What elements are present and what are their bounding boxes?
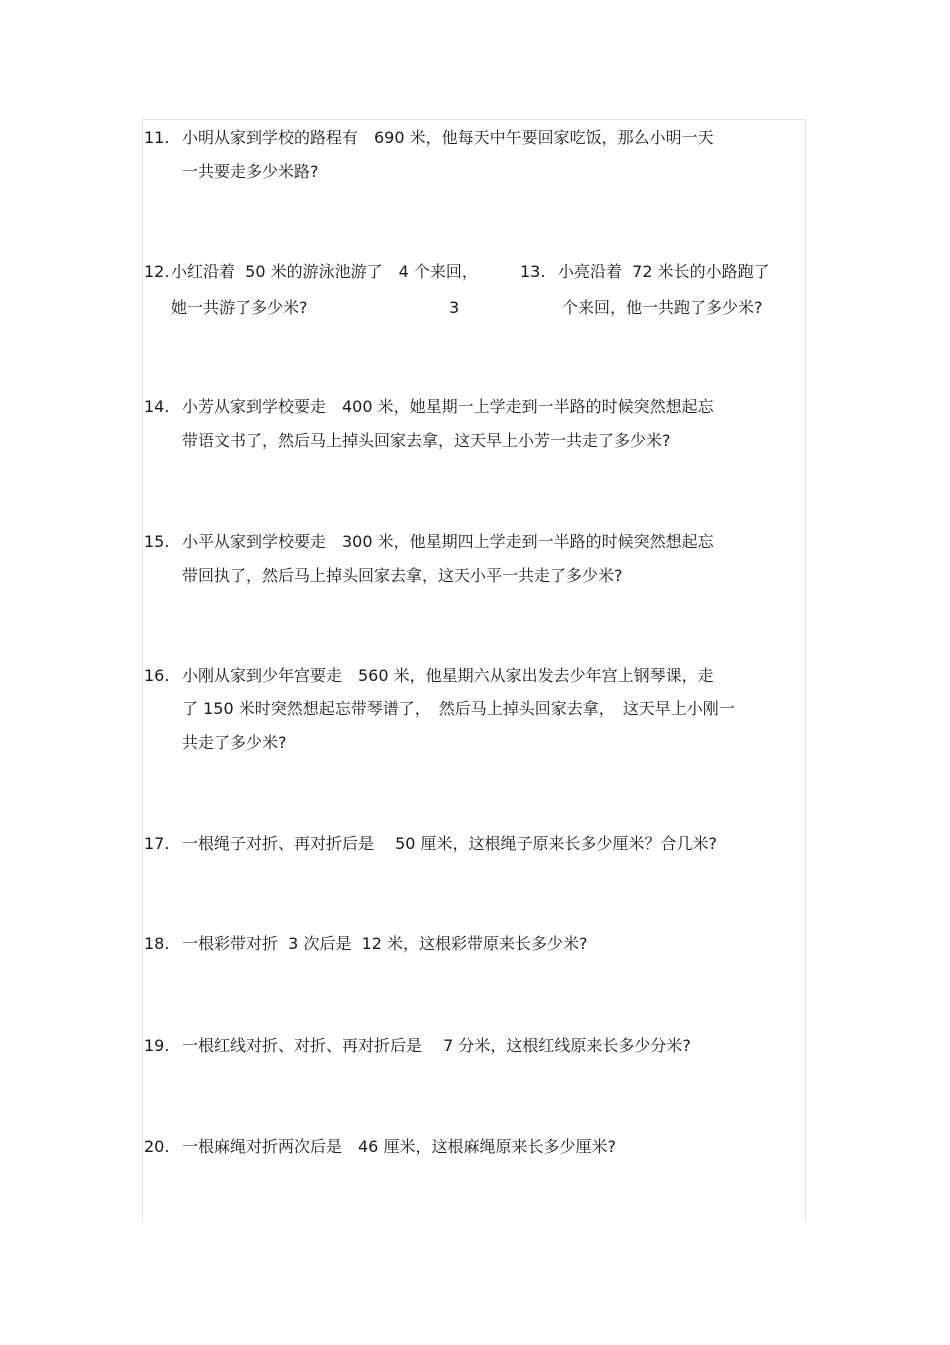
problem-11-number: 11. <box>144 128 170 147</box>
problem-20-number: 20. <box>144 1137 170 1156</box>
problem-15-number: 15. <box>144 532 170 551</box>
problem-12-line-2: 她一共游了多少米? <box>171 298 308 317</box>
problem-13-line-1: 小亮沿着 72 米长的小路跑了 <box>558 262 770 281</box>
problem-19-number: 19. <box>144 1036 170 1055</box>
problem-20-line-1: 一根麻绳对折两次后是 46 厘米，这根麻绳原来长多少厘米? <box>182 1137 616 1156</box>
problem-16-line-3: 共走了多少米? <box>182 733 287 752</box>
problem-13-line-2: 3 <box>449 298 460 317</box>
problem-14-number: 14. <box>144 397 170 416</box>
problem-12-number: 12. <box>144 262 170 281</box>
problem-17-line-1: 一根绳子对折、再对折后是 50 厘米，这根绳子原来长多少厘米？合几米? <box>182 834 718 853</box>
problem-14-line-2: 带语文书了，然后马上掉头回家去拿，这天早上小芳一共走了多少米? <box>182 431 671 450</box>
problem-16-line-2: 了 150 米时突然想起忘带琴谱了， 然后马上掉头回家去拿， 这天早上小刚一 <box>182 699 735 718</box>
problem-13-line-3: 个来回，他一共跑了多少米? <box>562 298 763 317</box>
problem-15-line-1: 小平从家到学校要走 300 米，他星期四上学走到一半路的时候突然想起忘 <box>182 532 714 551</box>
problem-15-line-2: 带回执了，然后马上掉头回家去拿，这天小平一共走了多少米? <box>182 566 623 585</box>
problem-11-line-1: 小明从家到学校的路程有 690 米，他每天中午要回家吃饭，那么小明一天 <box>182 128 714 147</box>
problem-13-number: 13. <box>520 262 546 281</box>
problem-11-line-2: 一共要走多少米路? <box>182 162 319 181</box>
problem-19-line-1: 一根红线对折、对折、再对折后是 7 分米，这根红线原来长多少分米? <box>182 1036 691 1055</box>
problem-16-line-1: 小刚从家到少年宫要走 560 米，他星期六从家出发去少年宫上钢琴课，走 <box>182 666 714 685</box>
problem-12-line-1: 小红沿着 50 米的游泳池游了 4 个来回， <box>171 262 478 281</box>
problem-18-number: 18. <box>144 934 170 953</box>
problem-16-number: 16. <box>144 666 170 685</box>
problem-18-line-1: 一根彩带对折 3 次后是 12 米，这根彩带原来长多少米? <box>182 934 588 953</box>
problem-14-line-1: 小芳从家到学校要走 400 米，她星期一上学走到一半路的时候突然想起忘 <box>182 397 714 416</box>
problem-17-number: 17. <box>144 834 170 853</box>
